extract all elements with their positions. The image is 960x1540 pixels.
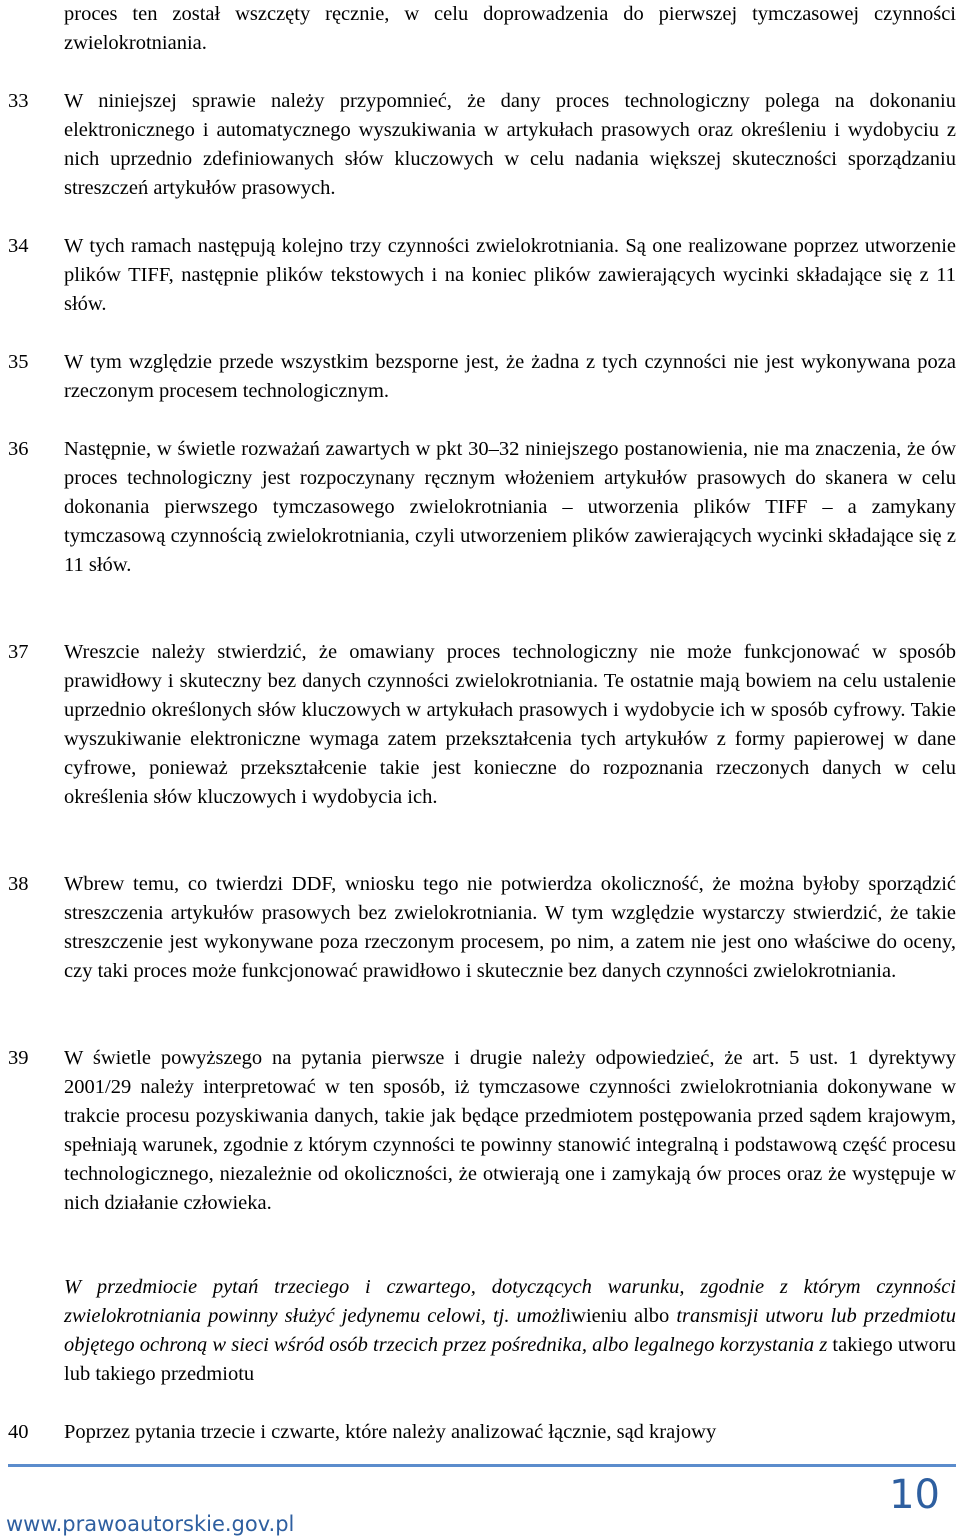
paragraph-text: Wreszcie należy stwierdzić, że omawiany proces technologiczny nie może funkcjonować w sposób prawidłowy i skuteczny bez danych czynności zwielokrotniania. Te ostatnie mają bowiem na celu ustalenie uprzednio określonych słów kluczowych w artykułach prasowych i wydobycie ich w sposób cyfrowy. Takie wyszukiwanie elektroniczne wymaga zatem przekształcenia tych artykułów z formy papierowej w dane cyfrowe, ponieważ przekształcenie takie jest konieczne do rozpoznania rzeczonych danych w celu określenia słów kluczowych i wydobycia ich. — [64, 641, 956, 808]
intro-paragraph: proces ten został wszczęty ręcznie, w celu doprowadzenia do pierwszej tymczasowej czynności zwielokrotniania. — [64, 3, 956, 54]
heading-italic-text-2: transmisji utworu lub przedmiotu objętego ochroną w sieci wśród osób trzecich przez pośrednika, albo legalnego korzystania z — [64, 1305, 956, 1356]
paragraph-text: W świetle powyższego na pytania pierwsze i drugie należy odpowiedzieć, że art. 5 ust. 1 dyrektywy 2001/29 należy interpretować w ten sposób, iż tymczasowe czynności zwielokrotniania dokonywane w trakcie procesu pozyskiwania danych, takie jak będące przedmiotem postępowania przed sądem krajowym, spełniają warunek, zgodnie z którym czynności te powinny stanowić integralną i podstawową część procesu technologicznego, niezależnie od okoliczności, że otwierają one i zamykają ów proces oraz że występuje w nich działanie człowieka. — [64, 1047, 956, 1214]
paragraph-number: 33 — [8, 90, 29, 112]
paragraph-number: 38 — [8, 873, 29, 895]
footer-divider — [8, 1464, 956, 1467]
paragraph-number: 39 — [8, 1047, 29, 1069]
heading-plain-text-2: takiego utworu lub takiego przedmiotu — [64, 1334, 956, 1385]
paragraph-text: Wbrew temu, co twierdzi DDF, wniosku tego nie potwierdza okoliczność, że można byłoby sporządzić streszczenia artykułów prasowych bez zwielokrotniania. W tym względzie wystarczy stwierdzić, że takie streszczenie jest wykonywane poza rzeczonym procesem, po nim, a zatem nie jest ono właściwe do oceny, czy taki proces może funkcjonować prawidłowo i skutecznie bez danych czynności zwielokrotniania. — [64, 873, 956, 982]
paragraph-number: 34 — [8, 235, 29, 257]
paragraph-number: 40 — [8, 1421, 29, 1443]
paragraph-number: 35 — [8, 351, 29, 373]
paragraph-text: Następnie, w świetle rozważań zawartych w pkt 30–32 niniejszego postanowienia, nie ma znaczenia, że ów proces technologiczny jest rozpoczynany ręcznym włożeniem artykułów prasowych do skanera w celu dokonania pierwszego tymczasowego zwielokrotniania – utworzenia plików TIFF – a zamykany tymczasową czynnością zwielokrotniania, czyli utworzeniem plików zawierających wycinki składające się z 11 słów. — [64, 438, 956, 576]
paragraph-number: 36 — [8, 438, 29, 460]
paragraph-number: 37 — [8, 641, 29, 663]
heading-italic-text: W przedmiocie pytań trzeciego i czwartego, dotyczących warunku, zgodnie z którym czynności zwielokrotniania powinny służyć jedynemu celowi, tj. umożl — [64, 1276, 956, 1327]
footer-website-link[interactable]: www.prawoautorskie.gov.pl — [6, 1512, 295, 1536]
paragraph-text: W niniejszej sprawie należy przypomnieć, że dany proces technologiczny polega na dokonaniu elektronicznego i automatycznego wyszukiwania w artykułach prasowych oraz określeniu i wydobyciu z nich uprzednio zdefiniowanych słów kluczowych w celu nadania większej skuteczności sporządzaniu streszczeń artykułów prasowych. — [64, 90, 956, 199]
page-number: 10 — [889, 1472, 940, 1518]
paragraph-text: W tych ramach następują kolejno trzy czynności zwielokrotniania. Są one realizowane poprzez utworzenie plików TIFF, następnie plików tekstowych i na koniec plików zawierających wycinki składające się z 11 słów. — [64, 235, 956, 315]
section-heading — [64, 1273, 956, 1389]
paragraph-text: Poprzez pytania trzecie i czwarte, które należy analizować łącznie, sąd krajowy — [64, 1421, 717, 1443]
heading-plain-text: iwieniu albo — [565, 1305, 670, 1327]
paragraph-text: W tym względzie przede wszystkim bezsporne jest, że żadna z tych czynności nie jest wykonywana poza rzeczonym procesem technologicznym. — [64, 351, 956, 402]
